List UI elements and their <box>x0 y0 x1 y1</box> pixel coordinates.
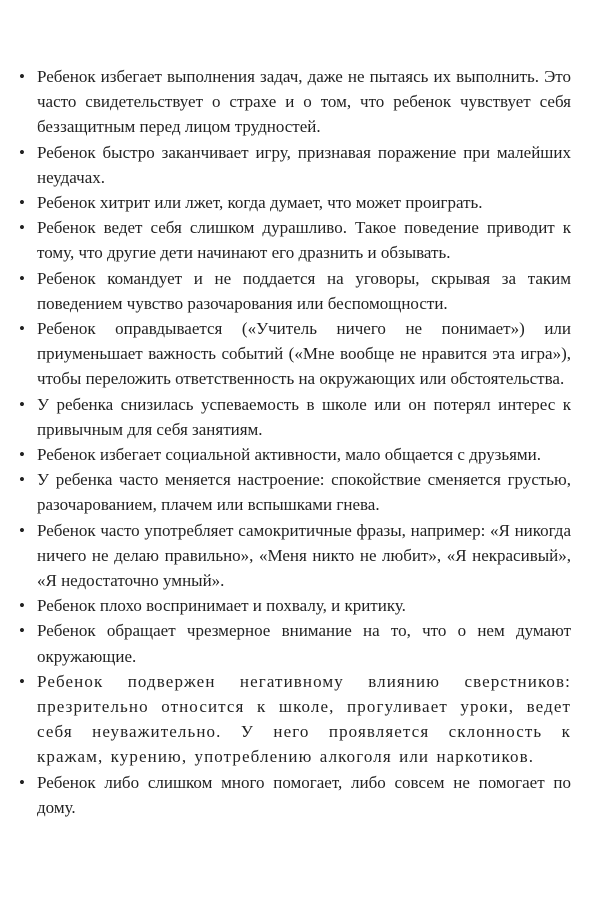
list-item <box>19 518 571 594</box>
list-item-text: У ребенка снизилась успеваемость в школе или он потерял интерес к привычным для себя занятиям. <box>37 394 571 439</box>
list-item <box>19 64 571 140</box>
list-item-text: Ребенок плохо воспринимает и похвалу, и критику. <box>37 596 406 616</box>
list-item-text: Ребенок либо слишком много помогает, либо совсем не помогает по дому. <box>37 772 571 817</box>
bullet-marker: • <box>19 772 25 792</box>
list-item-text: Ребенок обращает чрезмерное внимание на то, что о нем думают окружающие. <box>37 621 571 666</box>
list-item-text: Ребенок часто употребляет самокритичные фразы, например: «Я никогда ничего не делаю правильно», «Меня никто не любит», «Я некрасивый», «Я недостаточно умный». <box>37 520 571 591</box>
list-item-text: Ребенок ведет себя слишком дурашливо. Такое поведение приводит к тому, что другие дети начинают его дразнить и обзывать. <box>37 218 571 263</box>
bullet-marker: • <box>19 445 25 465</box>
bullet-marker: • <box>19 394 25 414</box>
list-item-text: Ребенок избегает социальной активности, мало общается с друзьями. <box>37 445 541 465</box>
list-item <box>19 266 571 316</box>
list-item-text: Ребенок подвержен негативному влиянию сверстников: презрительно относится к школе, прогуливает уроки, ведет себя неуважительно. У него проявляется склонность к кражам, курению, употреблению алкоголя или наркотиков. <box>37 671 571 767</box>
list-item <box>19 770 571 820</box>
bullet-marker: • <box>19 142 25 162</box>
list-item-text: Ребенок хитрит или лжет, когда думает, что может проиграть. <box>37 193 483 213</box>
list-item <box>19 316 571 392</box>
bullet-marker: • <box>19 621 25 641</box>
bullet-marker: • <box>19 596 25 616</box>
list-item <box>19 442 571 467</box>
list-item-text: Ребенок оправдывается («Учитель ничего не понимает») или приуменьшает важность событий («Мне вообще не нравится эта игра»), чтобы переложить ответственность на окружающих или обстоятельства. <box>37 319 571 389</box>
list-item <box>19 618 571 668</box>
bullet-marker: • <box>19 67 25 86</box>
list-item <box>19 140 571 190</box>
list-item-text: У ребенка часто меняется настроение: спокойствие сменяется грустью, разочарованием, плачем или вспышками гнева. <box>37 470 571 515</box>
bullet-marker: • <box>19 470 25 490</box>
bullet-marker: • <box>19 520 25 540</box>
list-item <box>19 467 571 517</box>
bullet-marker: • <box>19 268 25 288</box>
list-item-text: Ребенок избегает выполнения задач, даже не пытаясь их выполнить. Это часто свидетельствует о страхе и о том, что ребенок чувствует себя беззащитным перед лицом трудностей. <box>37 67 571 137</box>
list-item <box>19 593 571 618</box>
list-item <box>19 392 571 442</box>
list-item <box>19 215 571 265</box>
symptom-bullet-list <box>19 64 571 820</box>
bullet-marker: • <box>19 218 25 238</box>
bullet-marker: • <box>19 319 25 339</box>
list-item <box>19 669 571 770</box>
list-item-text: Ребенок быстро заканчивает игру, признавая поражение при малейших неудачах. <box>37 142 571 187</box>
list-item-text: Ребенок командует и не поддается на уговоры, скрывая за таким поведением чувство разочарования или беспомощности. <box>37 268 571 313</box>
list-item <box>19 190 571 215</box>
bullet-marker: • <box>19 671 25 691</box>
bullet-marker: • <box>19 193 25 213</box>
